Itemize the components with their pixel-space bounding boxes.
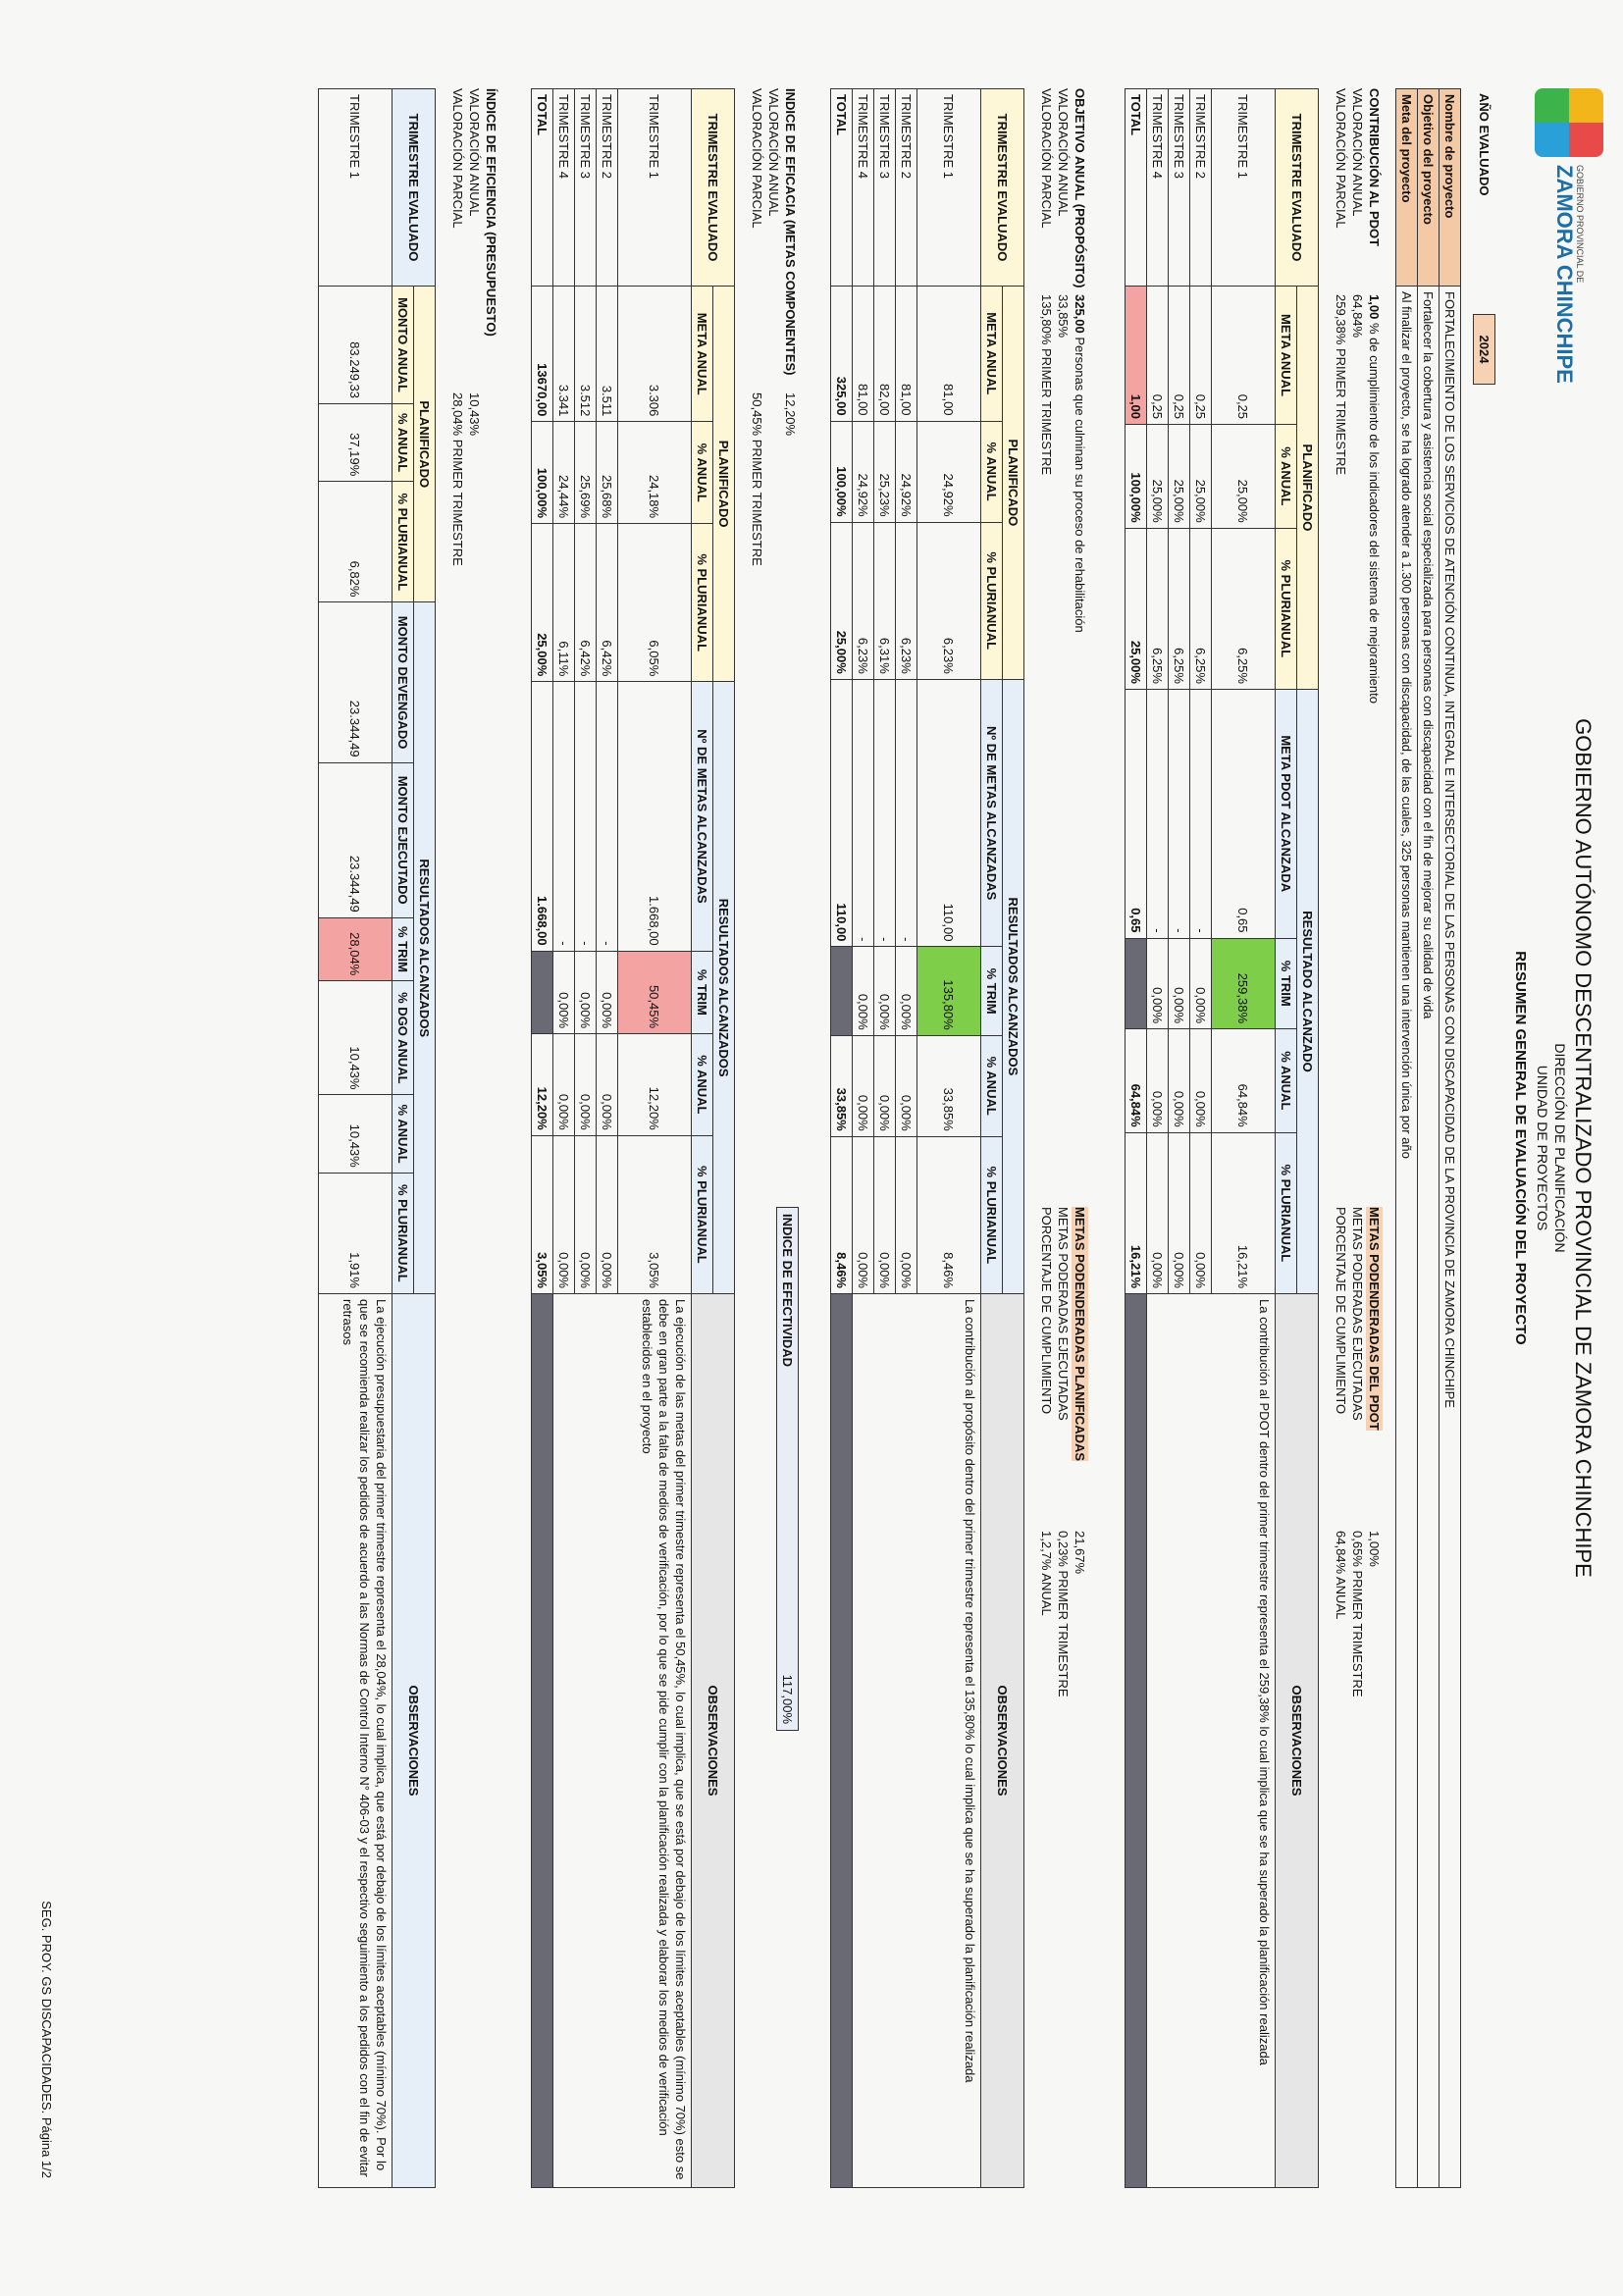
prop-col-obs: OBSERVACIONES [981,1294,1024,2188]
eficacia-summary-values [749,392,799,785]
pdot-col: % ANUAL [1276,1029,1297,1133]
table-cell: 0,65 [1126,689,1147,938]
prop-metas-ejec-label: METAS PODERADAS EJECUTADAS [1056,1207,1071,1421]
pdot-porc-text: ANUAL [1334,1577,1348,1620]
table-cell: 0,00% [575,1135,597,1293]
pdot-group-plan: PLANIFICADO [1297,287,1319,690]
table-cell: 0,65 [1212,689,1276,938]
table-cell: 50,45% [618,951,692,1033]
prop-obj-value: 325,00 [1073,294,1087,334]
table-cell: 0,00% [1169,1132,1190,1293]
table-cell: 0,00% [1169,938,1190,1029]
table-cell: 13670,00 [532,287,553,422]
prop-metas-plan-label: METAS PODENDERADAS PLANIFICADAS [1073,1207,1087,1462]
table-cell: 0,00% [553,1135,575,1293]
table-cell: TRIMESTRE 3 [575,89,597,287]
table-cell: 25,00% [831,522,853,679]
table-cell: 64,84% [1212,1029,1276,1133]
pdot-metas-ejec: 0,65% [1350,1531,1365,1567]
eficacia-val-parcial-text: PRIMER TRIMESTRE [750,439,764,566]
table-cell: 3.341 [553,287,575,422]
page-title: RESUMEN GENERAL DE EVALUACIÓN DEL PROYECTO [1512,951,1529,1345]
eficiencia-col: % ANUAL [393,1095,414,1173]
table-cell: 6,42% [575,524,597,682]
project-objective: Fortalecer la cobertura y asistencia social especializada para personas con discapacidad con el fin de mejorar su calidad de vida [1418,287,1440,2188]
pdot-table [1125,88,1319,2188]
eficacia-col: META ANUAL [692,287,713,422]
table-cell: 6,25% [1190,528,1212,689]
table-cell: 25,00% [1190,425,1212,529]
pdot-col: % TRIM [1276,938,1297,1029]
table-cell: - [597,682,618,951]
table-cell: 1.668,00 [532,682,553,951]
table-cell: 1.668,00 [618,682,692,951]
table-cell: 135,80% [917,947,981,1035]
table-cell: 0,00% [575,1034,597,1136]
table-cell: 12,20% [532,1034,553,1136]
year-value: 2024 [1474,315,1495,385]
table-cell: 0,00% [853,1136,874,1293]
table-cell: 0,25 [1147,287,1169,425]
table-cell: - [1169,689,1190,938]
table-cell: TRIMESTRE 4 [1147,89,1169,287]
prop-col: META ANUAL [981,287,1003,422]
table-cell: 25,69% [575,422,597,524]
pdot-observation: La contribución al PDOT dentro del primer trimestre representa el 259,38% lo cual implica que se ha superado la planificación realizada [1147,1294,1276,2188]
pdot-col: % ANUAL [1276,425,1297,529]
prop-observation: La contribución al propósito dentro del primer trimestre representa el 135,80% lo cual implica que se ha superado la planificación realizada [853,1294,981,2188]
pdot-val-anual-label: VALORACIÓN ANUAL [1350,88,1365,217]
table-cell: - [853,679,874,947]
table-cell: 3,05% [618,1135,692,1293]
table-cell: 25,00% [1147,425,1169,529]
table-cell: 1,00 [1126,287,1147,425]
pdot-metas-labels [1333,1207,1383,1501]
table-cell: TRIMESTRE 3 [1169,89,1190,287]
table-cell: 82,00 [874,287,896,422]
table-cell: 3.306 [618,287,692,422]
table-cell: 0,00% [853,947,874,1035]
prop-table [830,88,1024,2188]
table-cell: TRIMESTRE 3 [874,89,896,287]
project-name-label: Nombre de proyecto [1440,89,1461,287]
table-cell [1126,938,1147,1029]
table-cell: 6,25% [1147,528,1169,689]
table-cell: 25,00% [1169,425,1190,529]
table-cell: 100,00% [831,421,853,522]
table-cell: 0,00% [853,1035,874,1136]
eficiencia-table [318,88,436,2188]
table-cell: 0,00% [1147,938,1169,1029]
table-cell: 6,23% [853,522,874,679]
eficacia-idx-label: INDICE DE EFICACIA (METAS COMPONENTES) [783,88,798,376]
prop-val-anual-label: VALORACIÓN ANUAL [1056,88,1071,217]
pdot-metas-plan: 1,00% [1367,1531,1382,1567]
eficacia-col: % ANUAL [692,422,713,524]
table-cell: - [1190,689,1212,938]
eficiencia-val-parcial-text: PRIMER TRIMESTRE [450,439,465,566]
eficiencia-col: MONTO ANUAL [393,287,414,404]
eficacia-col-obs: OBSERVACIONES [692,1294,735,2188]
table-cell: 0,00% [575,951,597,1033]
eficiencia-col: MONTO EJECUTADO [393,762,414,917]
table-cell: TRIMESTRE 1 [618,89,692,287]
eficiencia-val-parcial: 28,04% [450,392,465,437]
prop-val-parcial-label: VALORACIÓN PARCIAL [1039,88,1054,229]
pdot-summary-values [1333,294,1383,1276]
table-cell: 24,18% [618,422,692,524]
eficiencia-val-parcial-label: VALORACIÓN PARCIAL [450,88,465,229]
prop-col-trim: TRIMESTRE EVALUADO [981,89,1024,287]
pdot-porc-label: PORCENTAJE DE CUMPLIMIENTO [1334,1207,1348,1415]
table-row-total [532,89,553,2188]
table-cell [532,1294,553,2188]
table-cell: 25,00% [1212,425,1276,529]
prop-porc: 1,2,7% [1039,1531,1054,1571]
table-cell: 6,05% [618,524,692,682]
logo-text: ZAMORA CHINCHIPE [1552,165,1577,384]
project-goal-label: Meta del proyecto [1396,89,1418,287]
efectividad-label: INDICE DE EFECTIVIDAD [780,1214,795,1368]
table-cell: 6,11% [553,524,575,682]
table-cell: 1,91% [319,1173,393,1293]
table-cell: 10,43% [319,1095,393,1173]
pdot-group-res: RESULTADO ALCANZADO [1297,689,1319,1293]
table-row [319,89,393,2188]
eficacia-table [531,88,735,2188]
eficiencia-val-anual: 10,43% [467,392,482,437]
table-cell: 6,82% [319,482,393,602]
eficiencia-col: % TRIM [393,917,414,981]
table-cell: TRIMESTRE 2 [597,89,618,287]
prop-metas-labels [1038,1207,1088,1521]
pdot-metas-ejec-label: METAS PODERADAS EJECUTADAS [1350,1207,1365,1421]
eficacia-col-trim: TRIMESTRE EVALUADO [692,89,735,287]
project-info-table [1395,88,1461,2188]
table-cell: TOTAL [1126,89,1147,287]
pdot-val-anual: 64,84% [1350,294,1365,339]
table-cell: 23.344,49 [319,602,393,762]
table-cell: 110,00 [831,679,853,947]
eficiencia-col: MONTO DEVENGADO [393,602,414,762]
year-table [1473,88,1495,385]
dir-title: DIRECCIÓN DE PLANIFICACIÓN [1552,1043,1568,1253]
table-cell: 6,31% [874,522,896,679]
table-cell: 8,46% [831,1136,853,1293]
prop-col: % ANUAL [981,1035,1003,1136]
eficiencia-observation: La ejecución presupuestaria del primer trimestre representa el 28,04%, lo cual implica, que está por debajo de los límites aceptables (mínimo 70%). Por lo que se recomienda realizar los pedidos de acuerdo a las Normas de Control Interno N° 406-03 y el respectivo seguimiento a los pedidos con el fin de evitar retrasos [319,1294,393,2188]
table-cell: 24,92% [917,421,981,522]
prop-obj-text: Personas que culminan su proceso de rehabilitación [1073,337,1087,633]
table-cell: 325,00 [831,287,853,422]
table-cell: 12,20% [618,1034,692,1136]
table-cell: 81,00 [917,287,981,422]
table-cell: 28,04% [319,917,393,981]
page-footer: SEG. PROY. GS DISCAPACIDADES. Página 1/2 [39,1901,54,2178]
eficacia-col: Nº DE METAS ALCANZADAS [692,682,713,951]
pdot-contrib-label: CONTRIBUCIÓN AL PDOT [1367,88,1382,247]
prop-summary-values [1038,294,1088,1276]
eficacia-idx: 12,20% [783,392,798,437]
table-cell: TOTAL [532,89,553,287]
table-cell: 3.512 [575,287,597,422]
table-cell: TOTAL [831,89,853,287]
eficacia-col: % ANUAL [692,1034,713,1136]
prop-metas-ejec-text: PRIMER TRIMESTRE [1056,1570,1071,1697]
table-cell: 6,42% [597,524,618,682]
eficiencia-idx-label: ÍNDICE DE EFICIENCIA (PRESUPUESTO) [484,88,498,337]
eficacia-val-parcial: 50,45% [750,392,764,437]
table-cell: 0,00% [553,951,575,1033]
eficiencia-val-anual-label: VALORACIÓN ANUAL [467,88,482,217]
table-cell: 0,00% [1190,938,1212,1029]
prop-col: % ANUAL [981,421,1003,522]
eficacia-group-plan: PLANIFICADO [713,287,735,682]
unit-title: UNIDAD DE PROYECTOS [1535,1065,1550,1231]
table-row-total [1126,89,1147,2188]
table-cell: TRIMESTRE 2 [1190,89,1212,287]
prop-col: % TRIM [981,947,1003,1035]
table-cell: TRIMESTRE 4 [853,89,874,287]
table-cell: 0,00% [597,1135,618,1293]
table-cell: 0,00% [896,947,917,1035]
table-row [1212,89,1276,2188]
eficacia-col: % PLURIANUAL [692,524,713,682]
pdot-val-parcial-text: PRIMER TRIMESTRE [1334,347,1348,476]
table-cell: 33,85% [917,1035,981,1136]
table-cell: 0,25 [1169,287,1190,425]
table-cell: 259,38% [1212,938,1276,1029]
table-cell: 81,00 [896,287,917,422]
table-cell [1126,1294,1147,2188]
eficiencia-summary-values [449,392,499,785]
eficiencia-col: % ANUAL [393,404,414,482]
table-cell: 81,00 [853,287,874,422]
table-cell: - [575,682,597,951]
eficacia-observation: La ejecución de las metas del primer trimestre representa el 50,45%, lo cual implica, que se está por debajo de los límites aceptables (mínimo 70%) esto se debe en gran parte a la falta de medios de verificación, por lo que se pide cumplir con la planificación realizada y elaborar los medios de verificación establecidos en el proyecto [553,1294,692,2188]
table-cell: 6,23% [896,522,917,679]
table-cell: 25,68% [597,422,618,524]
table-cell: 0,00% [1147,1132,1169,1293]
table-cell: 10,43% [319,981,393,1095]
table-cell: 0,00% [1190,1029,1212,1133]
pdot-val-parcial-label: VALORACIÓN PARCIAL [1334,88,1348,229]
table-cell: 25,23% [874,421,896,522]
table-cell: TRIMESTRE 1 [917,89,981,287]
table-cell: 0,00% [597,1034,618,1136]
table-cell: 0,00% [553,1034,575,1136]
table-cell: TRIMESTRE 1 [1212,89,1276,287]
eficacia-col: % TRIM [692,951,713,1033]
table-row [917,89,981,2188]
table-cell: 83.249,33 [319,287,393,404]
eficacia-val-parcial-label: VALORACIÓN PARCIAL [750,88,764,229]
prop-col: % PLURIANUAL [981,522,1003,679]
prop-porc-label: PORCENTAJE DE CUMPLIMIENTO [1039,1207,1054,1415]
table-cell: - [896,679,917,947]
table-cell: 3,05% [532,1135,553,1293]
prop-val-anual: 33,85% [1056,294,1071,339]
efectividad-value: 117,00% [780,1674,795,1724]
table-cell: 0,00% [896,1035,917,1136]
table-row-total [831,89,853,2188]
table-cell: 0,00% [1147,1029,1169,1133]
table-cell [831,947,853,1035]
table-cell: 0,00% [874,1136,896,1293]
prop-porc-text: ANUAL [1039,1573,1054,1616]
table-cell: 24,92% [896,421,917,522]
prop-metas-plan: 21,67% [1073,1531,1087,1575]
eficiencia-col: % DGO ANUAL [393,981,414,1095]
table-cell [532,951,553,1033]
table-cell [831,1294,853,2188]
prop-col: % PLURIANUAL [981,1136,1003,1293]
table-cell: 100,00% [1126,425,1147,529]
prop-metas-values [1038,1531,1088,1825]
table-cell: 24,44% [553,422,575,524]
pdot-metas-plan-label: METAS PODENDERADAS DEL PDOT [1367,1207,1382,1431]
table-cell: 33,85% [831,1035,853,1136]
pdot-col: % PLURIANUAL [1276,1132,1297,1293]
table-cell: 64,84% [1126,1029,1147,1133]
table-cell: 0,00% [1190,1132,1212,1293]
prop-val-parcial: 135,80% [1039,294,1054,345]
table-cell: 6,25% [1169,528,1190,689]
pdot-val-parcial: 259,38% [1334,294,1348,345]
eficiencia-col: % PLURIANUAL [393,482,414,602]
table-cell: - [1147,689,1169,938]
table-cell: 8,46% [917,1136,981,1293]
eficiencia-col: % PLURIANUAL [393,1173,414,1293]
table-cell: 37,19% [319,404,393,482]
table-cell: 0,00% [874,1035,896,1136]
prop-metas-ejec: 0,23% [1056,1531,1071,1567]
gov-title: GOBIERNO AUTÓNOMO DESCENTRALIZADO PROVINCIAL DE ZAMORA CHINCHIPE [1571,718,1596,1578]
table-cell: - [874,679,896,947]
table-row [618,89,692,2188]
table-cell: TRIMESTRE 4 [553,89,575,287]
eficacia-val-anual-label: VALORACIÓN ANUAL [766,88,781,217]
pdot-col: % PLURIANUAL [1276,528,1297,689]
efectividad-box [776,1207,799,1731]
pdot-contrib-text: % de cumplimiento de los indicadores del sistema de mejoramiento [1367,322,1382,704]
table-cell: 3.511 [597,287,618,422]
prop-obj-label: OBJETIVO ANUAL (PROPÓSITO) [1073,88,1087,288]
table-cell: 6,25% [1212,528,1276,689]
eficacia-col: % PLURIANUAL [692,1135,713,1293]
logo-subtitle: GOBIERNO PROVINCIAL DE [1575,165,1585,284]
table-cell: 110,00 [917,679,981,947]
table-cell: - [553,682,575,951]
eficiencia-col-obs: OBSERVACIONES [393,1294,436,2188]
eficiencia-group-res: RESULTADOS ALCANZADOS [414,602,436,1294]
pdot-contrib-value: 1,00 [1367,294,1382,320]
table-cell: 16,21% [1126,1132,1147,1293]
pdot-col-trim: TRIMESTRE EVALUADO [1276,89,1319,287]
pdot-col-obs: OBSERVACIONES [1276,1294,1319,2188]
project-name: FORTALECIMIENTO DE LOS SERVICIOS DE ATENCIÓN CONTINUA, INTEGRAL E INTERSECTORIAL DE LAS PERSONAS CON DISCAPACIDAD DE LA PROVINCIA DE ZAMORA CHINCHIPE [1440,287,1461,2188]
table-cell: 100,00% [532,422,553,524]
table-cell: 25,00% [1126,528,1147,689]
table-cell: 25,00% [532,524,553,682]
year-label: AÑO EVALUADO [1477,93,1492,196]
pdot-col: META ANUAL [1276,287,1297,425]
prop-col: Nº DE METAS ALCANZADAS [981,679,1003,947]
table-cell: 0,00% [597,951,618,1033]
table-cell: 16,21% [1212,1132,1276,1293]
pdot-metas-values [1333,1531,1383,1825]
eficacia-group-res: RESULTADOS ALCANZADOS [713,682,735,1294]
table-cell: 0,00% [1169,1029,1190,1133]
table-cell: 23.344,49 [319,762,393,917]
eficiencia-group-plan: PLANIFICADO [414,287,436,602]
project-goal: Al finalizar el proyecto, se ha logrado atender a 1.300 personas con discapacidad, de las cuales, 325 personas mantienen una intervención única por año [1396,287,1418,2188]
table-cell: TRIMESTRE 1 [319,89,393,287]
project-objective-label: Objetivo del proyecto [1418,89,1440,287]
eficiencia-col-trim: TRIMESTRE EVALUADO [393,89,436,287]
pdot-metas-ejec-text: PRIMER TRIMESTRE [1350,1570,1365,1697]
table-cell: 6,23% [917,522,981,679]
prop-val-parcial-text: PRIMER TRIMESTRE [1039,347,1054,476]
table-cell: 24,92% [853,421,874,522]
table-cell: 0,00% [896,1136,917,1293]
prop-group-plan: PLANIFICADO [1003,287,1024,680]
pdot-col: META PDOT ALCANZADA [1276,689,1297,938]
table-cell: 0,25 [1190,287,1212,425]
prop-group-res: RESULTADOS ALCANZADOS [1003,679,1024,1293]
pdot-porc: 64,84% [1334,1531,1348,1575]
table-cell: 0,25 [1212,287,1276,425]
table-cell: 0,00% [874,947,896,1035]
table-cell: TRIMESTRE 2 [896,89,917,287]
